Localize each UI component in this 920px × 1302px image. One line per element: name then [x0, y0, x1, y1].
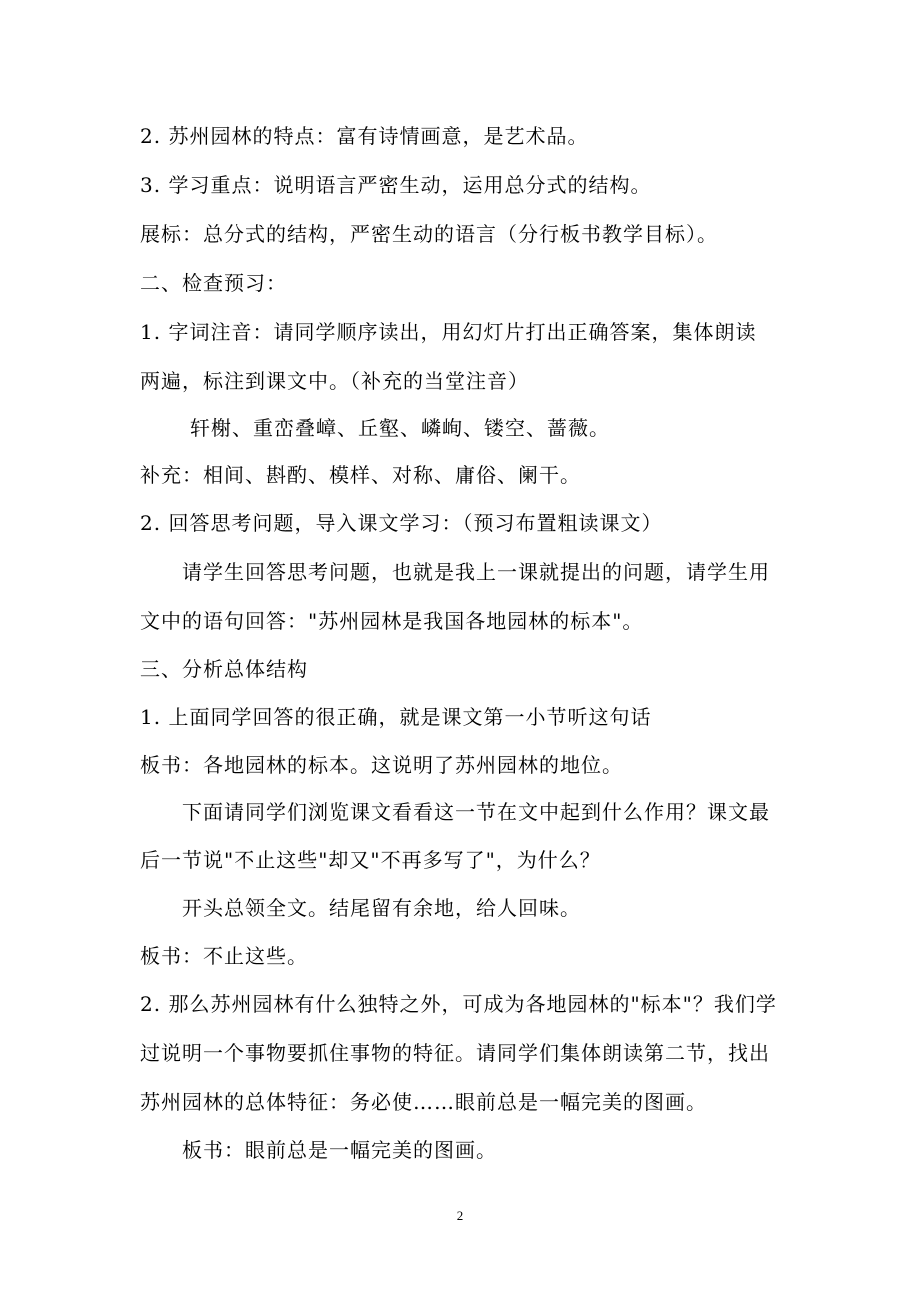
- paragraph-line: 3. 学习重点：说明语言严密生动，运用总分式的结构。: [140, 173, 652, 197]
- paragraph-line: 苏州园林的总体特征：务必使……眼前总是一幅完美的图画。: [140, 1090, 707, 1114]
- paragraph-line: 2. 那么苏州园林有什么独特之外，可成为各地园林的"标本"？我们学: [140, 992, 777, 1016]
- paragraph-line: 两遍，标注到课文中。（补充的当堂注音）: [140, 369, 529, 393]
- paragraph-line: 2. 苏州园林的特点：富有诗情画意，是艺术品。: [140, 124, 589, 148]
- page-number: 2: [456, 1208, 464, 1223]
- paragraph-line: 后一节说"不止这些"却又"不再多写了"，为什么？: [140, 848, 601, 872]
- paragraph-line: 1. 字词注音：请同学顺序读出，用幻灯片打出正确答案，集体朗读: [140, 320, 757, 344]
- paragraph-line: 请学生回答思考问题，也就是我上一课就提出的问题，请学生用: [182, 560, 770, 584]
- paragraph-line: 文中的语句回答："苏州园林是我国各地园林的标本"。: [140, 609, 644, 633]
- section-heading: 二、检查预习：: [140, 271, 287, 295]
- paragraph-line: 补充：相间、斟酌、模样、对称、庸俗、阑干。: [140, 463, 581, 487]
- paragraph-line: 下面请同学们浏览课文看看这一节在文中起到什么作用？课文最: [182, 800, 770, 824]
- paragraph-line: 板书：不止这些。: [140, 944, 308, 968]
- paragraph-line: 展标：总分式的结构，严密生动的语言（分行板书教学目标）。: [140, 222, 718, 246]
- paragraph-line: 板书：眼前总是一幅完美的图画。: [182, 1138, 497, 1162]
- paragraph-line: 过说明一个事物要抓住事物的特征。请同学们集体朗读第二节，找出: [140, 1041, 770, 1065]
- vocabulary-line: 轩榭、重峦叠嶂、丘壑、嶙峋、镂空、蔷薇。: [190, 416, 610, 440]
- section-heading: 三、分析总体结构: [140, 657, 308, 681]
- paragraph-line: 1. 上面同学回答的很正确，就是课文第一小节听这句话: [140, 705, 652, 729]
- paragraph-line: 2. 回答思考问题，导入课文学习：（预习布置粗读课文）: [140, 511, 663, 535]
- paragraph-line: 开头总领全文。结尾留有余地，给人回味。: [182, 896, 581, 920]
- paragraph-line: 板书：各地园林的标本。这说明了苏州园林的地位。: [140, 753, 623, 777]
